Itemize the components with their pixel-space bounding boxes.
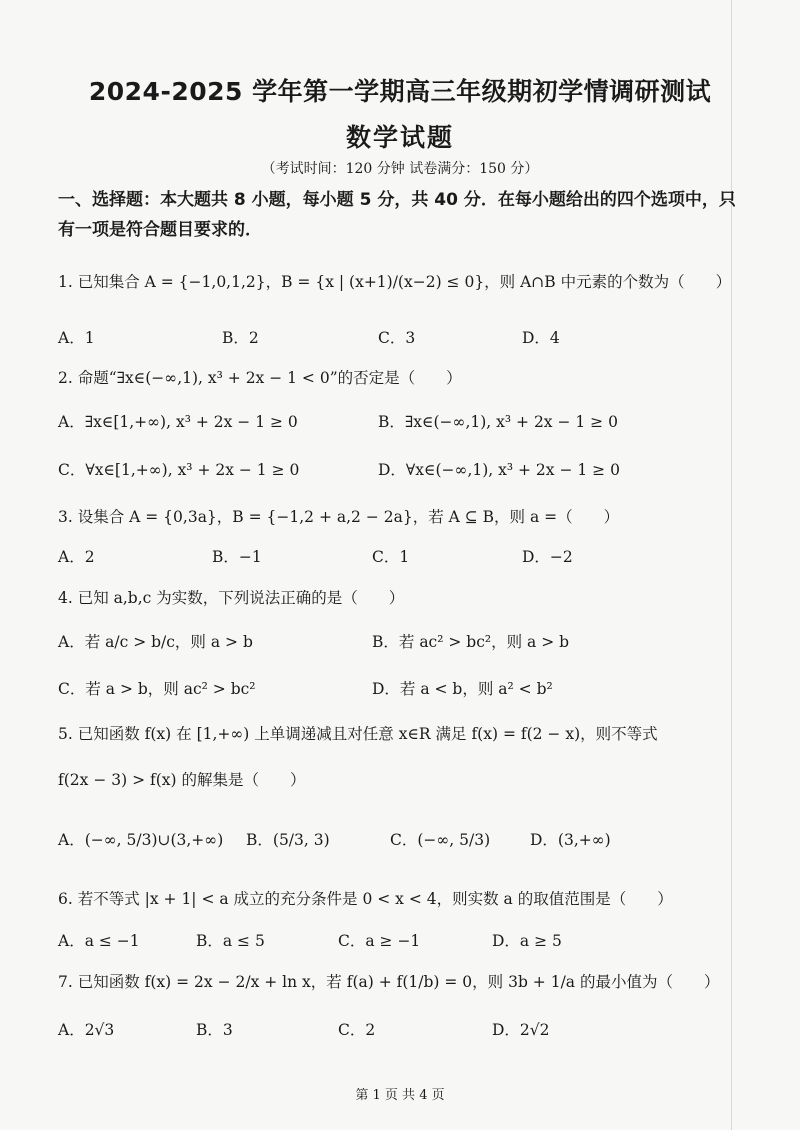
- exam-title: 2024-2025 学年第一学期高三年级期初学情调研测试: [88, 77, 712, 106]
- question-1-option-b: B．2: [222, 329, 259, 347]
- question-1-stem: 1. 已知集合 A = {−1,0,1,2}，B = {x | (x+1)/(x−2) ≤ 0}，则 A∩B 中元素的个数为（ ）: [58, 273, 732, 291]
- question-2-option-d: D．∀x∈(−∞,1), x³ + 2x − 1 ≥ 0: [378, 461, 620, 479]
- question-7-option-a: A．2√3: [58, 1021, 115, 1039]
- question-7-option-c: C．2: [338, 1021, 376, 1039]
- question-4-option-d: D．若 a < b，则 a² < b²: [372, 680, 553, 698]
- question-4-stem: 4. 已知 a,b,c 为实数，下列说法正确的是（ ）: [58, 589, 405, 607]
- question-5-option-d: D．(3,+∞): [530, 831, 611, 849]
- page-footer: 第 1 页 共 4 页: [355, 1088, 445, 1103]
- question-3-stem: 3. 设集合 A = {0,3a}，B = {−1,2 + a,2 − 2a}，若 A ⊆ B，则 a =（ ）: [58, 508, 620, 526]
- question-3-option-c: C．1: [372, 548, 410, 566]
- question-2-option-c: C．∀x∈[1,+∞), x³ + 2x − 1 ≥ 0: [58, 461, 300, 479]
- question-3-option-d: D．−2: [522, 548, 573, 566]
- question-5-stem: 5. 已知函数 f(x) 在 [1,+∞) 上单调递减且对任意 x∈R 满足 f(x) = f(2 − x)，则不等式: [58, 725, 658, 743]
- question-6-option-b: B．a ≤ 5: [196, 932, 265, 950]
- question-7-stem: 7. 已知函数 f(x) = 2x − 2/x + ln x，若 f(a) + f(1/b) = 0，则 3b + 1/a 的最小值为（ ）: [58, 973, 720, 991]
- question-1-option-d: D．4: [522, 329, 560, 347]
- question-2-option-a: A．∃x∈[1,+∞), x³ + 2x − 1 ≥ 0: [58, 413, 298, 431]
- question-7-option-d: D．2√2: [492, 1021, 550, 1039]
- question-5-stem-continued: f(2x − 3) > f(x) 的解集是（ ）: [58, 771, 306, 789]
- question-4-option-b: B．若 ac² > bc²，则 a > b: [372, 633, 570, 651]
- exam-meta: （考试时间：120 分钟 试卷满分：150 分）: [261, 161, 539, 177]
- section-heading: 一、选择题：本大题共 8 小题，每小题 5 分，共 40 分．在每小题给出的四个选项中，只有一项是符合题目要求的．: [58, 190, 736, 240]
- question-4-option-a: A．若 a/c > b/c，则 a > b: [58, 633, 253, 651]
- exam-subtitle: 数学试题: [345, 123, 454, 152]
- question-3-option-a: A．2: [58, 548, 95, 566]
- question-2-stem: 2. 命题“∃x∈(−∞,1), x³ + 2x − 1 < 0”的否定是（ ）: [58, 369, 462, 387]
- question-5-option-b: B．(5/3, 3): [246, 831, 330, 849]
- question-6-option-a: A．a ≤ −1: [58, 932, 140, 950]
- question-1-option-a: A．1: [58, 329, 95, 347]
- question-3-option-b: B．−1: [212, 548, 262, 566]
- question-1-option-c: C．3: [378, 329, 416, 347]
- question-2-option-b: B．∃x∈(−∞,1), x³ + 2x − 1 ≥ 0: [378, 413, 618, 431]
- question-6-option-d: D．a ≥ 5: [492, 932, 562, 950]
- question-6-stem: 6. 若不等式 |x + 1| < a 成立的充分条件是 0 < x < 4，则实数 a 的取值范围是（ ）: [58, 890, 673, 908]
- question-5-option-c: C．(−∞, 5/3): [390, 831, 491, 849]
- question-4-option-c: C．若 a > b，则 ac² > bc²: [58, 680, 256, 698]
- question-7-option-b: B．3: [196, 1021, 233, 1039]
- question-5-option-a: A．(−∞, 5/3)∪(3,+∞): [58, 831, 224, 849]
- question-6-option-c: C．a ≥ −1: [338, 932, 421, 950]
